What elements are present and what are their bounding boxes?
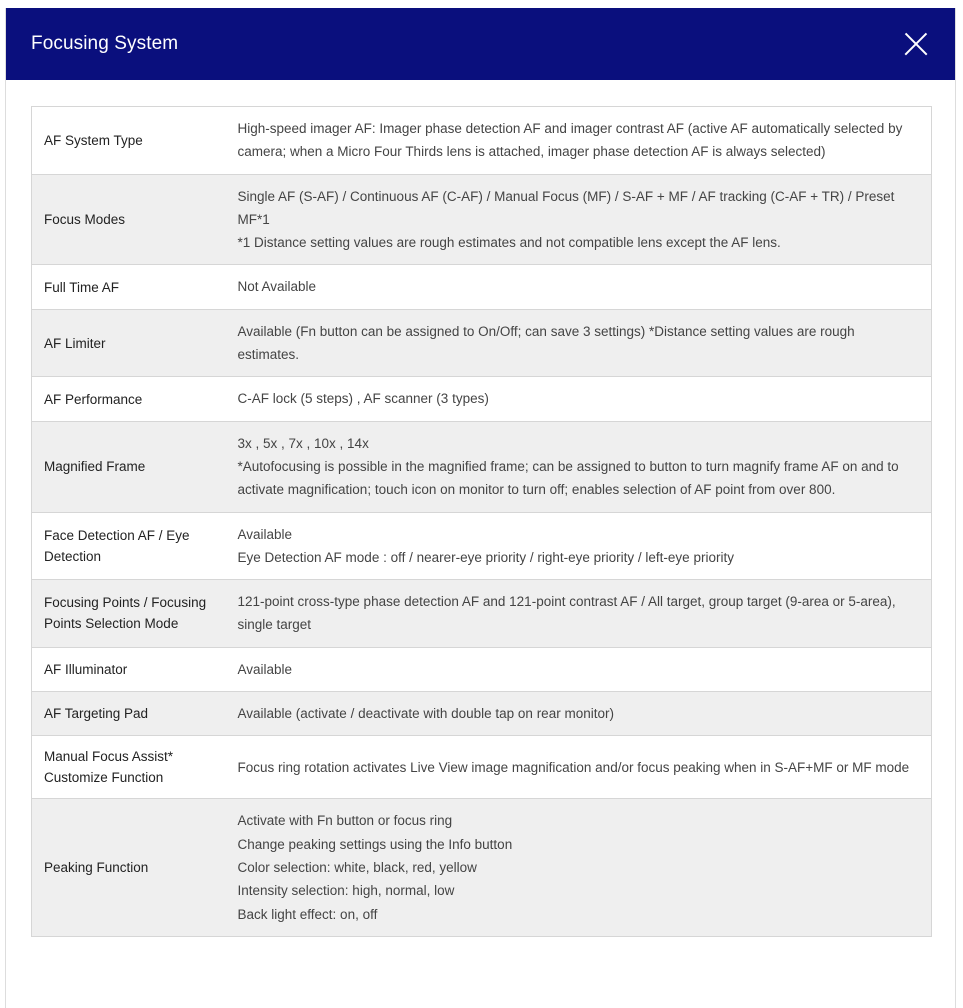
row-value — [235, 799, 932, 936]
spec-table — [31, 106, 932, 937]
focusing-system-modal — [5, 8, 956, 1008]
row-value — [235, 580, 932, 648]
row-label: Full Time AF — [32, 265, 235, 309]
row-label: Focusing Points / Focusing Points Selection Mode — [32, 580, 235, 648]
row-label: Magnified Frame — [32, 421, 235, 512]
row-value — [235, 647, 932, 691]
table-row — [32, 692, 932, 736]
table-row — [32, 580, 932, 648]
value-line: *1 Distance setting values are rough estimates and not compatible lens except the AF lens. — [237, 235, 781, 251]
row-label: Peaking Function — [32, 799, 235, 936]
row-label: Face Detection AF / Eye Detection — [32, 512, 235, 580]
table-row — [32, 174, 932, 265]
row-value — [235, 692, 932, 736]
value-line: Available — [237, 526, 293, 542]
value-line: Color selection: white, black, red, yellow — [237, 859, 477, 875]
row-label: AF Illuminator — [32, 647, 235, 691]
value-line: C-AF lock (5 steps) , AF scanner (3 types) — [237, 391, 489, 407]
value-line: 3x , 5x , 7x , 10x , 14x — [237, 435, 369, 451]
row-value — [235, 421, 932, 512]
table-row — [32, 736, 932, 799]
value-line: Single AF (S-AF) / Continuous AF (C-AF) / Manual Focus (MF) / S-AF + MF / AF tracking (C-AF + TR) / Preset MF*1 — [237, 188, 895, 227]
modal-header — [6, 8, 955, 80]
table-row — [32, 107, 932, 175]
close-icon[interactable] — [903, 31, 929, 57]
value-line: Available (activate / deactivate with double tap on rear monitor) — [237, 706, 614, 722]
value-line: Focus ring rotation activates Live View image magnification and/or focus peaking when in S-AF+MF or MF mode — [237, 759, 910, 775]
row-label: AF Limiter — [32, 309, 235, 377]
table-row — [32, 512, 932, 580]
modal-title: Focusing System — [31, 33, 179, 54]
value-line: High-speed imager AF: Imager phase detection AF and imager contrast AF (active AF automatically selected by camera; when a Micro Four Thirds lens is attached, imager phase detection AF is always selected) — [237, 121, 903, 160]
table-row — [32, 647, 932, 691]
table-row — [32, 309, 932, 377]
row-label: Focus Modes — [32, 174, 235, 265]
value-line: Not Available — [237, 279, 317, 295]
row-label: Manual Focus Assist* Customize Function — [32, 736, 235, 799]
table-row — [32, 421, 932, 512]
value-line: *Autofocusing is possible in the magnified frame; can be assigned to button to turn magnify frame AF on and to activate magnification; touch icon on monitor to turn off; enables selection of AF point from over 800. — [237, 458, 899, 498]
value-line: Back light effect: on, off — [237, 906, 378, 922]
row-value — [235, 736, 932, 799]
value-line: Activate with Fn button or focus ring — [237, 813, 453, 829]
value-line: Available (Fn button can be assigned to On/Off; can save 3 settings) *Distance setting values are rough estimates. — [237, 323, 855, 363]
row-value — [235, 174, 932, 265]
row-label: AF Performance — [32, 377, 235, 421]
row-label: AF System Type — [32, 107, 235, 175]
value-line: Intensity selection: high, normal, low — [237, 883, 455, 899]
value-line: Eye Detection AF mode : off / nearer-eye priority / right-eye priority / left-eye priority — [237, 549, 734, 565]
value-line: Change peaking settings using the Info button — [237, 836, 513, 852]
row-label: AF Targeting Pad — [32, 692, 235, 736]
row-value — [235, 265, 932, 309]
table-row — [32, 265, 932, 309]
value-line: Available — [237, 661, 293, 677]
table-row — [32, 799, 932, 936]
row-value — [235, 107, 932, 175]
row-value — [235, 512, 932, 580]
table-row — [32, 377, 932, 421]
row-value — [235, 377, 932, 421]
value-line: 121-point cross-type phase detection AF and 121-point contrast AF / All target, group target (9-area or 5-area), single target — [237, 594, 896, 633]
row-value — [235, 309, 932, 377]
